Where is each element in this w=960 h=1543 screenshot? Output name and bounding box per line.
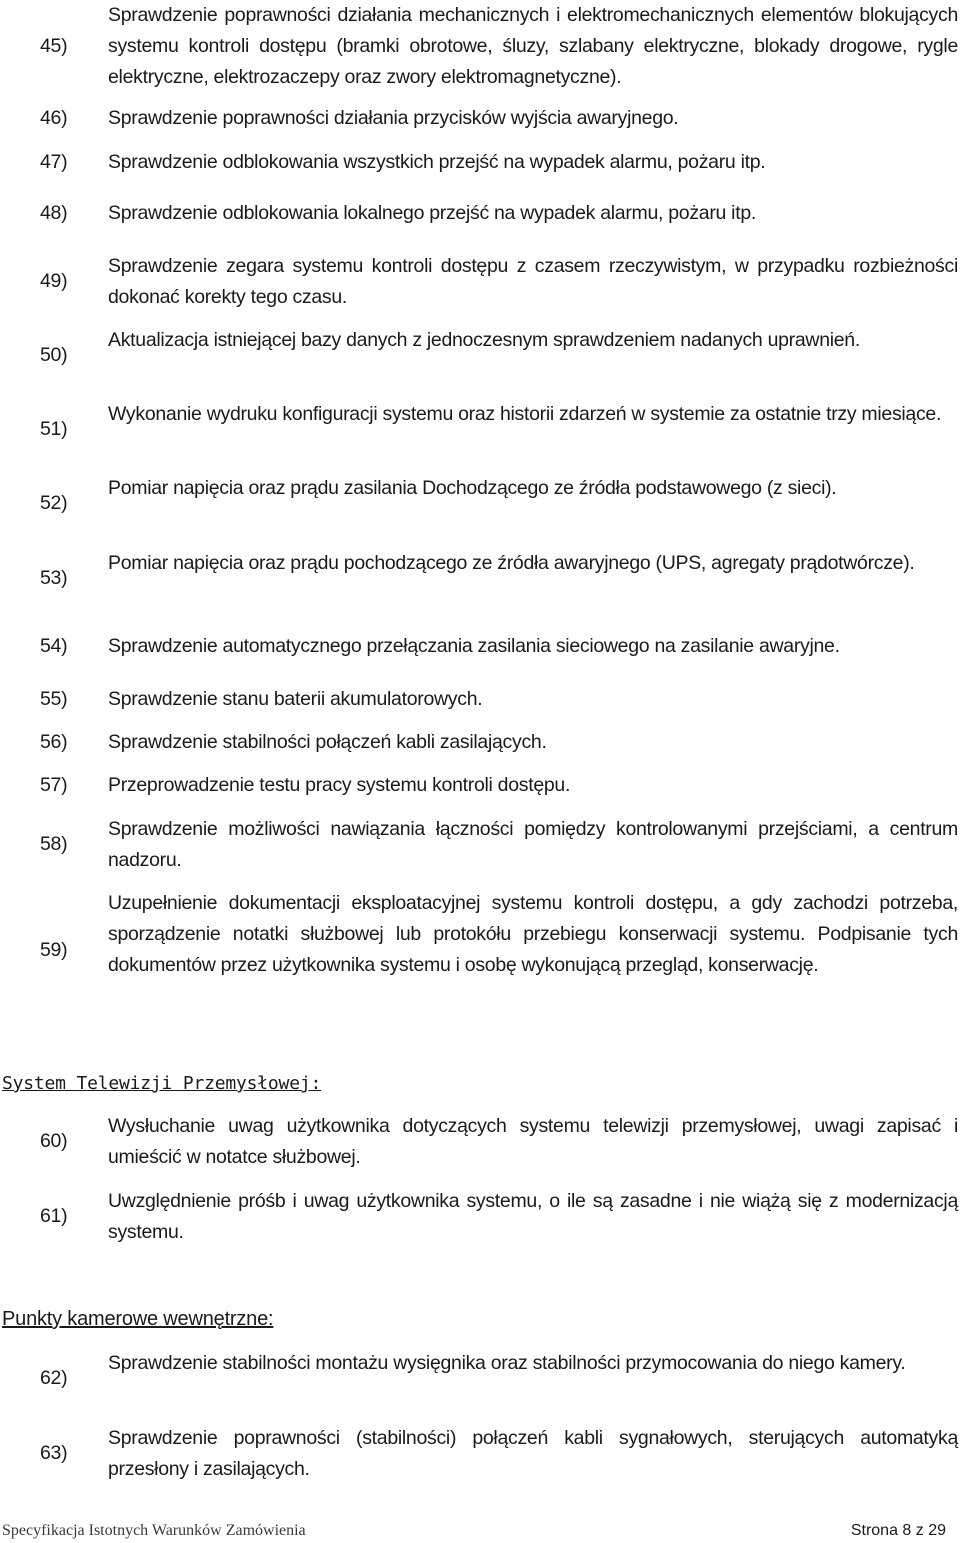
item-text: Sprawdzenie możliwości nawiązania łączności pomiędzy kontrolowanymi przejściami, a centrum nadzoru.	[108, 818, 958, 871]
item-number: 46)	[40, 107, 68, 129]
item-text: Sprawdzenie stanu baterii akumulatorowych.	[108, 688, 483, 710]
item-text: Sprawdzenie stabilności montażu wysięgnika oraz stabilności przymocowania do niego kamery.	[108, 1352, 906, 1374]
item-number: 45)	[40, 35, 68, 57]
item-number: 53)	[40, 567, 68, 589]
item-number: 56)	[40, 731, 68, 753]
item-text: Sprawdzenie poprawności (stabilności) połączeń kabli sygnałowych, sterujących automatyką przesłony i zasilających.	[108, 1427, 958, 1480]
item-number: 62)	[40, 1367, 68, 1389]
item-number: 54)	[40, 635, 68, 657]
section-heading-cctv: System Telewizji Przemysłowej:	[2, 1073, 322, 1094]
item-number: 63)	[40, 1442, 68, 1464]
item-text: Pomiar napięcia oraz prądu zasilania Dochodzącego ze źródła podstawowego (z sieci).	[108, 477, 837, 499]
item-text: Sprawdzenie poprawności działania przycisków wyjścia awaryjnego.	[108, 107, 679, 129]
item-number: 60)	[40, 1130, 68, 1152]
item-number: 49)	[40, 270, 68, 292]
footer-page-number: Strona 8 z 29	[850, 1522, 946, 1539]
item-text: Sprawdzenie poprawności działania mechanicznych i elektromechanicznych elementów blokujących systemu kontroli dostępu (bramki obrotowe, śluzy, szlabany elektryczne, blokady drogowe, rygle elektryczne, elektrozaczepy oraz zwory elektromagnetyczne).	[108, 4, 958, 88]
item-text: Aktualizacja istniejącej bazy danych z jednoczesnym sprawdzeniem nadanych uprawnień.	[108, 329, 860, 351]
item-text: Sprawdzenie automatycznego przełączania zasilania sieciowego na zasilanie awaryjne.	[108, 635, 840, 657]
item-text: Sprawdzenie stabilności połączeń kabli zasilających.	[108, 731, 547, 753]
item-number: 48)	[40, 202, 68, 224]
item-number: 61)	[40, 1205, 68, 1227]
item-text: Sprawdzenie odblokowania wszystkich przejść na wypadek alarmu, pożaru itp.	[108, 151, 766, 173]
item-number: 57)	[40, 774, 68, 796]
footer-document-title: Specyfikacja Istotnych Warunków Zamówienia	[2, 1522, 306, 1539]
item-text: Sprawdzenie odblokowania lokalnego przejść na wypadek alarmu, pożaru itp.	[108, 202, 756, 224]
item-number: 50)	[40, 344, 68, 366]
item-number: 59)	[40, 939, 68, 961]
item-number: 51)	[40, 418, 68, 440]
item-text: Sprawdzenie zegara systemu kontroli dostępu z czasem rzeczywistym, w przypadku rozbieżności dokonać korekty tego czasu.	[108, 255, 958, 308]
item-text: Wysłuchanie uwag użytkownika dotyczących systemu telewizji przemysłowej, uwagi zapisać i umieścić w notatce służbowej.	[108, 1115, 958, 1168]
item-text: Wykonanie wydruku konfiguracji systemu oraz historii zdarzeń w systemie za ostatnie trzy miesiące.	[108, 403, 942, 425]
item-number: 55)	[40, 688, 68, 710]
item-number: 58)	[40, 833, 68, 855]
item-text: Uwzględnienie próśb i uwag użytkownika systemu, o ile są zasadne i nie wiążą się z modernizacją systemu.	[108, 1190, 958, 1243]
section-heading-cameras: Punkty kamerowe wewnętrzne:	[2, 1308, 274, 1330]
item-number: 47)	[40, 151, 68, 173]
item-text: Pomiar napięcia oraz prądu pochodzącego ze źródła awaryjnego (UPS, agregaty prądotwórcze).	[108, 552, 915, 574]
item-number: 52)	[40, 492, 68, 514]
item-text: Przeprowadzenie testu pracy systemu kontroli dostępu.	[108, 774, 571, 796]
item-text: Uzupełnienie dokumentacji eksploatacyjnej systemu kontroli dostępu, a gdy zachodzi potrzeba, sporządzenie notatki służbowej lub protokółu przebiegu konserwacji systemu. Podpisanie tych dokumentów przez użytkownika systemu i osobę wykonującą przegląd, konserwację.	[108, 892, 958, 976]
